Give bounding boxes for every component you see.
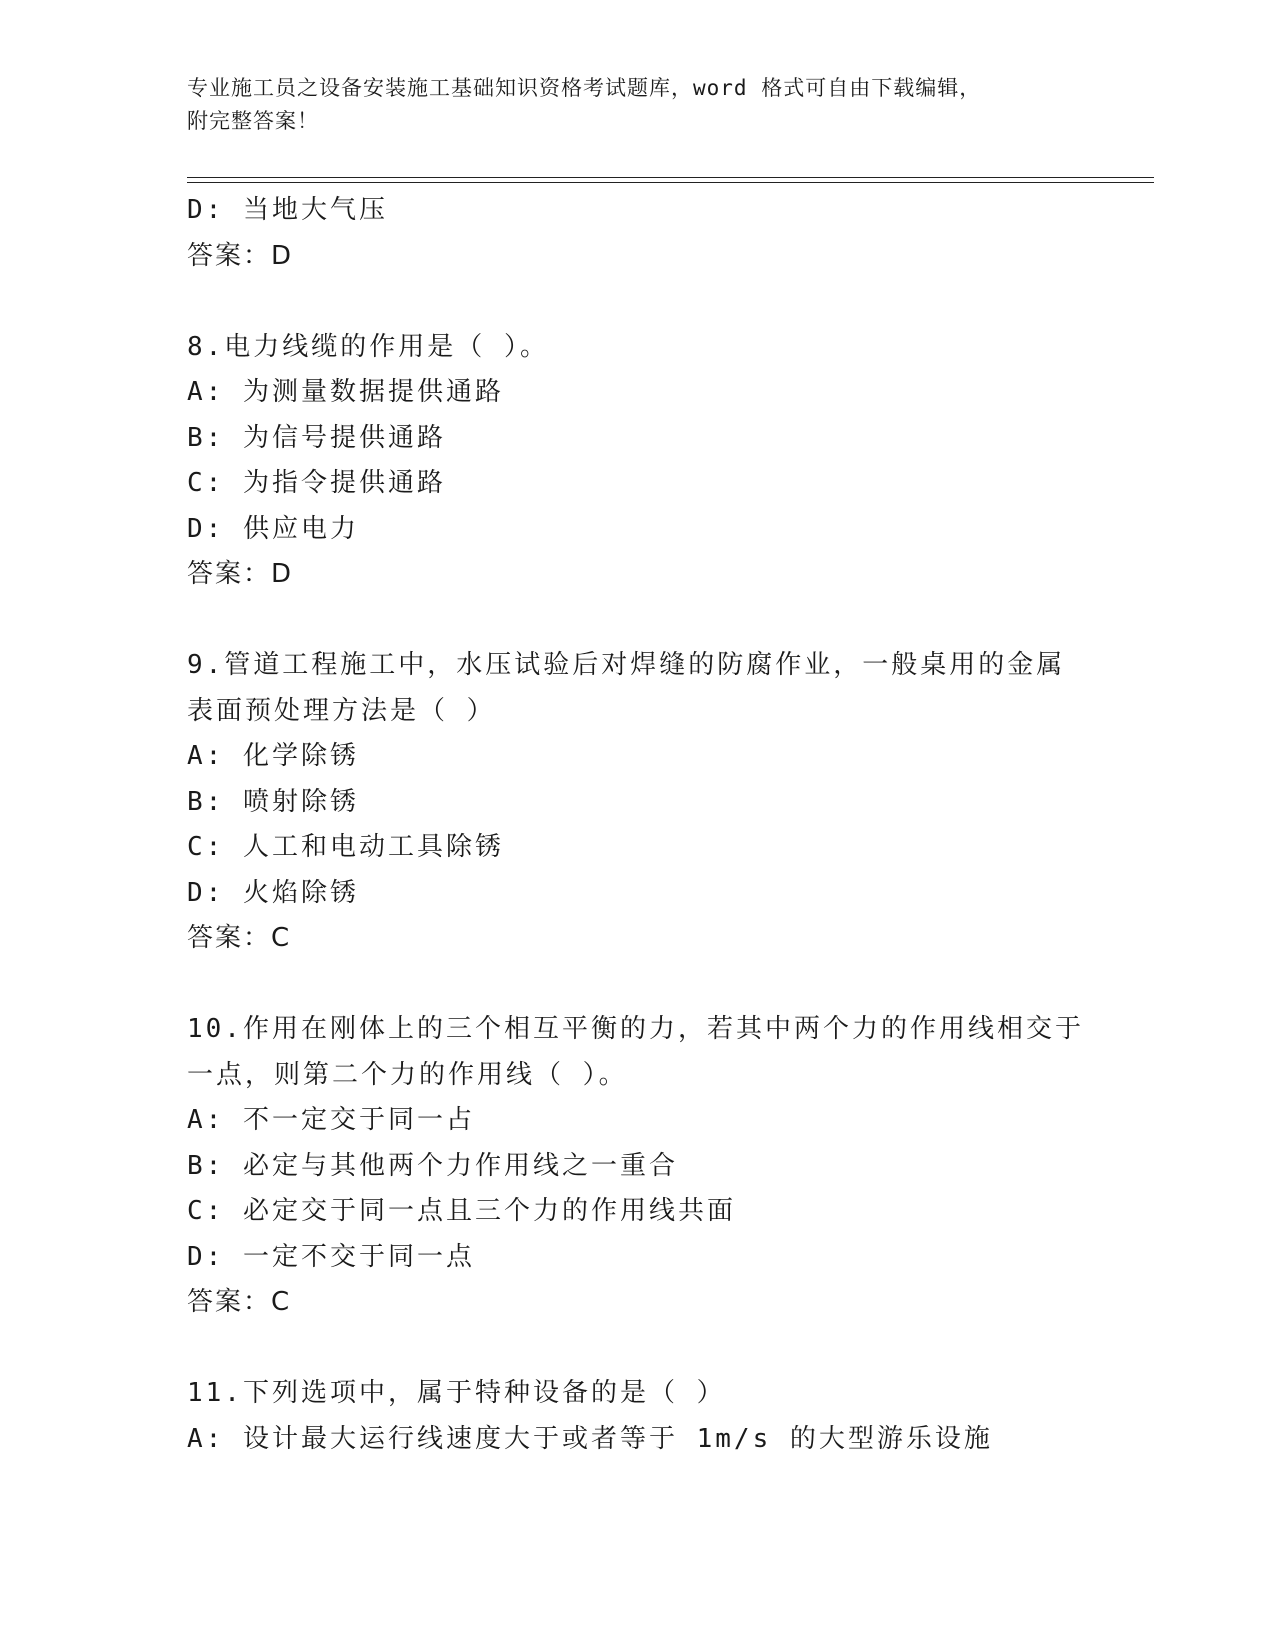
answer-line: 答案：C (187, 923, 292, 953)
question-8 (187, 325, 1087, 598)
option-a: A: 设计最大运行线速度大于或者等于 1m/s 的大型游乐设施 (187, 1423, 993, 1454)
header-line-1: 专业施工员之设备安装施工基础知识资格考试题库，word 格式可自由下载编辑， (187, 76, 982, 100)
option-d: D: 供应电力 (187, 513, 359, 544)
question-stem-line-2: 一点，则第二个力的作用线（ ）。 (187, 1059, 628, 1090)
option-d: D: 一定不交于同一点 (187, 1241, 475, 1272)
header-divider-top (187, 177, 1154, 178)
option-a: A: 为测量数据提供通路 (187, 377, 504, 407)
spacer (187, 962, 1087, 1008)
option-b: B: 必定与其他两个力作用线之一重合 (187, 1150, 678, 1181)
option-a: A: 不一定交于同一占 (187, 1105, 475, 1135)
spacer (187, 279, 1087, 325)
option-b: B: 喷射除锈 (187, 786, 359, 817)
header-line-2: 附完整答案！ (187, 109, 319, 133)
option-d: D: 当地大气压 (187, 195, 388, 225)
option-c: C: 为指令提供通路 (187, 468, 446, 498)
question-stem-line-2: 表面预处理方法是（ ） (187, 695, 496, 726)
option-c: C: 必定交于同一点且三个力的作用线共面 (187, 1196, 736, 1226)
spacer (187, 1326, 1087, 1372)
option-b: B: 为信号提供通路 (187, 422, 446, 453)
question-11 (187, 1371, 1087, 1462)
header-divider-bottom (187, 182, 1154, 183)
answer-line: 答案：D (187, 240, 294, 271)
option-c: C: 人工和电动工具除锈 (187, 832, 504, 862)
option-a: A: 化学除锈 (187, 741, 359, 771)
question-list (187, 188, 1087, 1462)
question-stem-line-1: 9.管道工程施工中，水压试验后对焊缝的防腐作业，一般桌用的金属 (187, 650, 1066, 680)
question-10 (187, 1007, 1087, 1326)
document-header (187, 72, 1067, 138)
question-stem: 11.下列选项中，属于特种设备的是（ ） (187, 1378, 726, 1408)
option-d: D: 火焰除锈 (187, 877, 359, 908)
answer-line: 答案：D (187, 559, 294, 589)
question-stem: 8.电力线缆的作用是（ ）。 (187, 331, 549, 362)
answer-line: 答案：C (187, 1287, 292, 1317)
question-9 (187, 643, 1087, 962)
question-stem-line-1: 10.作用在刚体上的三个相互平衡的力，若其中两个力的作用线相交于 (187, 1014, 1084, 1044)
spacer (187, 598, 1087, 644)
